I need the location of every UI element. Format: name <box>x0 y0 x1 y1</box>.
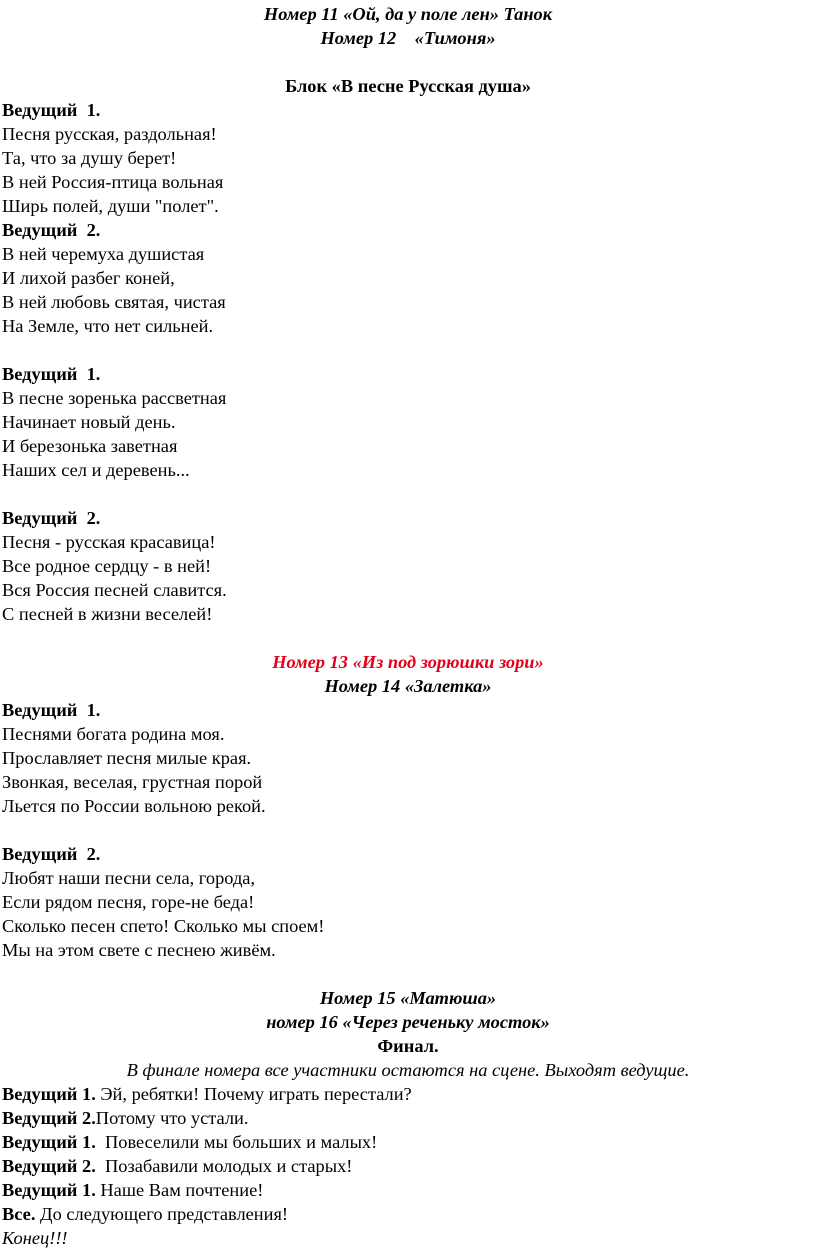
stage-direction: В финале номера все участники остаются на сцене. Выходят ведущие. <box>126 1060 690 1080</box>
dialogue-text: Наше Вам почтение! <box>95 1180 264 1200</box>
act-16-heading: номер 16 «Через реченьку мосток» <box>266 1012 550 1032</box>
verse-line: В ней Россия-птица вольная <box>2 172 224 192</box>
speaker-label: Ведущий 1. <box>2 364 101 384</box>
speaker-label: Ведущий 2. <box>2 1108 96 1128</box>
speaker-label: Ведущий 2. <box>2 1156 96 1176</box>
act-11-heading: Номер 11 «Ой, да у поле лен» Танок <box>263 4 553 24</box>
verse-line: Ширь полей, души "полет". <box>2 196 219 216</box>
dialogue-text: Повеселили мы больших и малых! <box>95 1132 378 1152</box>
verse-line: В ней черемуха душистая <box>2 244 205 264</box>
verse-line: В песне зоренька рассветная <box>2 388 227 408</box>
dialogue-text: Потому что устали. <box>95 1108 249 1128</box>
verse-line: С песней в жизни веселей! <box>2 604 213 624</box>
speaker-label: Ведущий 1. <box>2 700 101 720</box>
dialogue-line <box>2 1082 816 1106</box>
act-13-heading: Номер 13 «Из под зорюшки зори» <box>272 652 544 672</box>
verse-line: Звонкая, веселая, грустная порой <box>2 772 263 792</box>
verse-line: На Земле, что нет сильней. <box>2 316 214 336</box>
verse-line: Вся Россия песней славится. <box>2 580 227 600</box>
dialogue-line <box>2 1106 816 1130</box>
verse-line: Если рядом песня, горе-не беда! <box>2 892 255 912</box>
speaker-label: Ведущий 2. <box>2 844 101 864</box>
verse-line: Прославляет песня милые края. <box>2 748 252 768</box>
speaker-label: Ведущий 1. <box>2 1084 96 1104</box>
dialogue-text: Позабавили молодых и старых! <box>95 1156 353 1176</box>
verse-line: В ней любовь святая, чистая <box>2 292 226 312</box>
verse-line: Любят наши песни села, города, <box>2 868 256 888</box>
verse-line: Мы на этом свете с песнею живём. <box>2 940 276 960</box>
dialogue-line <box>2 1202 816 1226</box>
speaker-label: Ведущий 1. <box>2 1180 96 1200</box>
dialogue-line <box>2 1130 816 1154</box>
speaker-label: Ведущий 1. <box>2 1132 96 1152</box>
act-15-heading: Номер 15 «Матюша» <box>319 988 497 1008</box>
verse-line: Начинает новый день. <box>2 412 176 432</box>
dialogue-line <box>2 1154 816 1178</box>
verse-line: И лихой разбег коней, <box>2 268 175 288</box>
end-line: Конец!!! <box>2 1228 68 1248</box>
verse-line: Песня - русская красавица! <box>2 532 216 552</box>
verse-line: Льется по России вольною рекой. <box>2 796 266 816</box>
verse-line: Песня русская, раздольная! <box>2 124 217 144</box>
final-heading: Финал. <box>377 1036 439 1056</box>
dialogue-line <box>2 1178 816 1202</box>
speaker-label: Ведущий 2. <box>2 220 101 240</box>
speaker-label: Все. <box>2 1204 36 1224</box>
speaker-label: Ведущий 2. <box>2 508 101 528</box>
act-12-heading: Номер 12 «Тимоня» <box>320 28 496 48</box>
act-14-heading: Номер 14 «Залетка» <box>324 676 492 696</box>
verse-line: Та, что за душу берет! <box>2 148 177 168</box>
dialogue-text: До следующего представления! <box>35 1204 289 1224</box>
verse-line: Сколько песен спето! Сколько мы споем! <box>2 916 325 936</box>
verse-line: Наших сел и деревень... <box>2 460 190 480</box>
speaker-label: Ведущий 1. <box>2 100 101 120</box>
dialogue-text: Эй, ребятки! Почему играть перестали? <box>95 1084 412 1104</box>
verse-line: Все родное сердцу - в ней! <box>2 556 212 576</box>
block-heading: Блок «В песне Русская душа» <box>285 76 531 96</box>
verse-line: Песнями богата родина моя. <box>2 724 225 744</box>
verse-line: И березонька заветная <box>2 436 178 456</box>
